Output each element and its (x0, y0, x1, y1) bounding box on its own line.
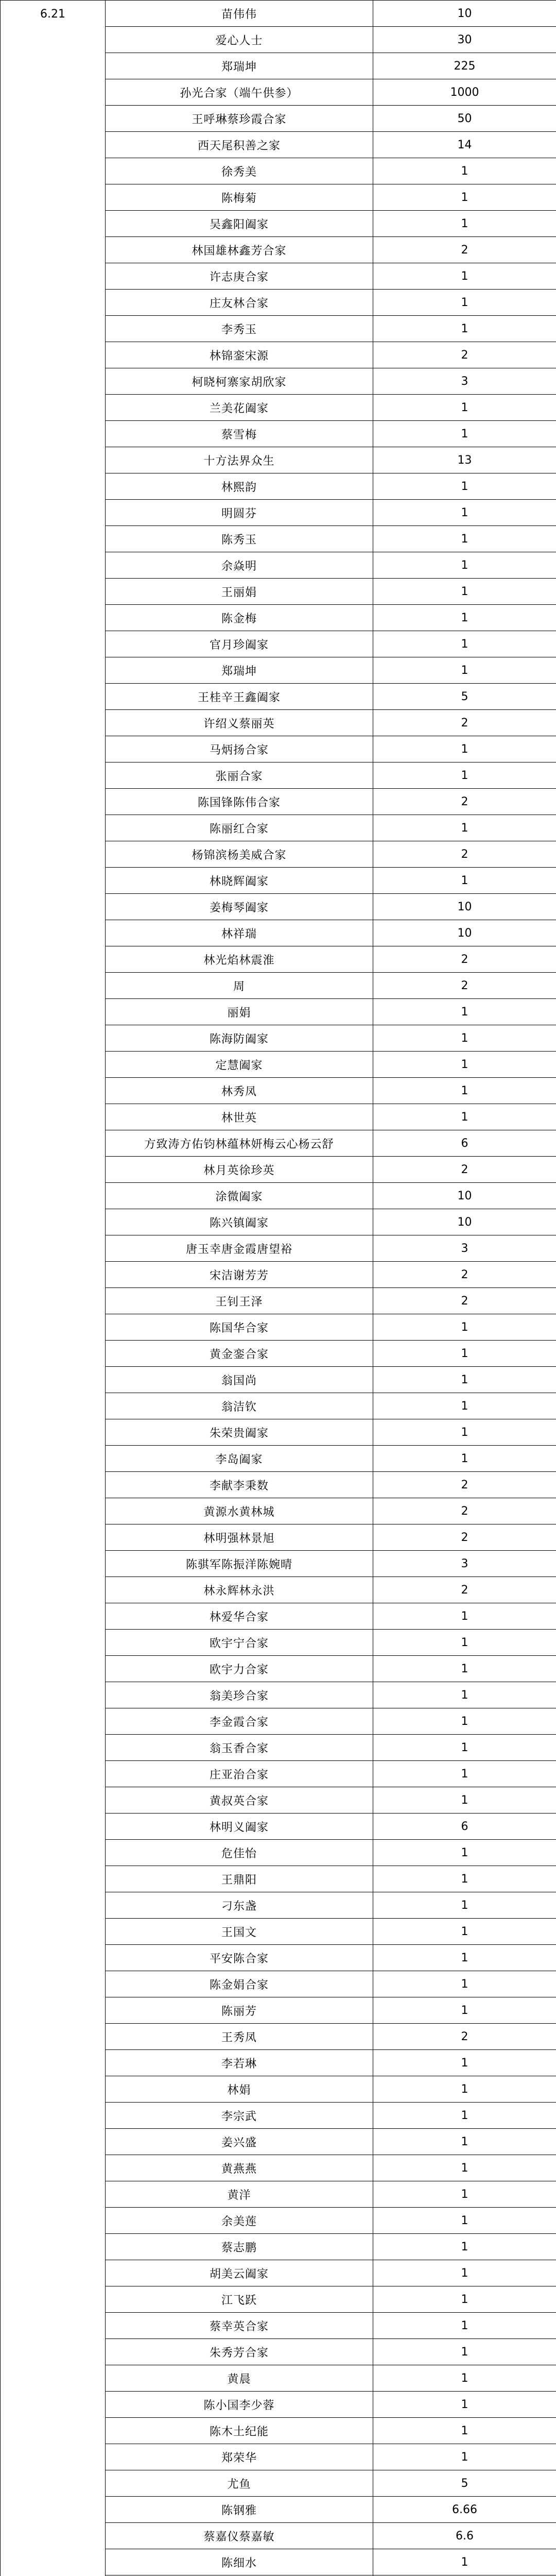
donation-amount: 6.6 (373, 2523, 556, 2549)
donation-amount: 2 (373, 2024, 556, 2050)
donor-name: 王鼎阳 (106, 1866, 373, 1892)
donation-amount: 50 (373, 106, 556, 132)
donor-name: 陈小国李少蓉 (106, 2392, 373, 2418)
donor-name: 陈钢雅 (106, 2497, 373, 2523)
donation-amount: 1 (373, 2208, 556, 2234)
donor-name: 危佳怡 (106, 1840, 373, 1866)
donor-name: 王钊王泽 (106, 1288, 373, 1314)
donor-name: 陈梅菊 (106, 184, 373, 211)
donation-amount: 1 (373, 2103, 556, 2129)
donation-amount: 1 (373, 1052, 556, 1078)
donation-amount: 1 (373, 579, 556, 605)
donation-amount: 1 (373, 552, 556, 579)
donation-amount: 1 (373, 1419, 556, 1446)
donation-amount: 1 (373, 736, 556, 762)
donor-name: 黄洋 (106, 2181, 373, 2208)
donation-amount: 1 (373, 2234, 556, 2260)
donor-name: 李宗武 (106, 2103, 373, 2129)
donor-name: 陈金梅 (106, 605, 373, 631)
donation-amount: 1 (373, 868, 556, 894)
donor-name: 兰美花阖家 (106, 395, 373, 421)
donation-amount: 1 (373, 2365, 556, 2392)
donor-name: 郑瑞坤 (106, 53, 373, 79)
donation-amount: 1 (373, 631, 556, 657)
donation-amount: 1 (373, 1656, 556, 1682)
donation-amount: 1 (373, 2129, 556, 2155)
donor-name: 庄友林合家 (106, 290, 373, 316)
donor-name: 林光焰林震淮 (106, 946, 373, 973)
donor-name: 林晓辉阖家 (106, 868, 373, 894)
donation-amount: 1 (373, 1603, 556, 1630)
donor-name: 涂微阖家 (106, 1183, 373, 1209)
donation-amount: 10 (373, 894, 556, 920)
donation-amount: 1 (373, 211, 556, 237)
donor-name: 林秀凤 (106, 1078, 373, 1104)
donation-amount: 1 (373, 1446, 556, 1472)
donation-amount: 2 (373, 342, 556, 368)
donation-amount: 1 (373, 1025, 556, 1052)
donation-amount: 1 (373, 2050, 556, 2076)
donation-amount: 1 (373, 1945, 556, 1971)
donation-amount: 1 (373, 316, 556, 342)
donor-name: 胡美云阖家 (106, 2260, 373, 2286)
donor-name: 李金霞合家 (106, 1708, 373, 1735)
donation-amount: 2 (373, 1157, 556, 1183)
donation-amount: 1 (373, 1735, 556, 1761)
donor-name: 林世英 (106, 1104, 373, 1130)
donor-name: 平安陈合家 (106, 1945, 373, 1971)
donor-name: 林月英徐珍英 (106, 1157, 373, 1183)
donor-name: 欧宇宁合家 (106, 1630, 373, 1656)
donor-name: 吴鑫阳阖家 (106, 211, 373, 237)
donation-amount: 1 (373, 184, 556, 211)
donor-name: 翁玉香合家 (106, 1735, 373, 1761)
donor-name: 林永辉林永洪 (106, 1577, 373, 1603)
donor-name: 郑荣华 (106, 2444, 373, 2470)
donor-name: 姜梅琴阖家 (106, 894, 373, 920)
donation-amount: 3 (373, 368, 556, 395)
donor-name: 李秀玉 (106, 316, 373, 342)
donation-amount: 1 (373, 657, 556, 684)
donor-name: 蔡嘉仪蔡嘉敏 (106, 2523, 373, 2549)
donation-amount: 10 (373, 1, 556, 27)
donor-name: 徐秀美 (106, 158, 373, 184)
donor-name: 尤鱼 (106, 2470, 373, 2497)
donation-amount: 1 (373, 2313, 556, 2339)
donor-name: 杨锦滨杨美威合家 (106, 841, 373, 868)
donor-name: 林爱华合家 (106, 1603, 373, 1630)
donor-name: 唐玉幸唐金霞唐望裕 (106, 1235, 373, 1262)
donation-amount: 1 (373, 1078, 556, 1104)
donation-amount: 1 (373, 762, 556, 789)
donor-name: 林明义阖家 (106, 1814, 373, 1840)
donation-amount: 2 (373, 1288, 556, 1314)
donation-amount: 1 (373, 1997, 556, 2024)
donor-name: 林国雄林鑫芳合家 (106, 237, 373, 263)
donor-name: 李岛阖家 (106, 1446, 373, 1472)
donation-amount: 1 (373, 2444, 556, 2470)
donation-amount: 2 (373, 1472, 556, 1498)
donation-amount: 10 (373, 920, 556, 946)
donor-name: 林明强林景旭 (106, 1524, 373, 1551)
donor-name: 张丽合家 (106, 762, 373, 789)
donor-name: 陈金娟合家 (106, 1971, 373, 1997)
donor-name: 陈海防阖家 (106, 1025, 373, 1052)
donation-amount: 5 (373, 2470, 556, 2497)
donation-amount: 3 (373, 1551, 556, 1577)
donation-amount: 1 (373, 2076, 556, 2103)
table-row (1, 1, 556, 27)
donation-amount: 2 (373, 789, 556, 815)
donor-name: 西天尾积善之家 (106, 132, 373, 158)
donor-name: 王桂辛王鑫阖家 (106, 684, 373, 710)
donor-name: 蔡幸英合家 (106, 2313, 373, 2339)
donor-name: 王呼琳蔡珍霞合家 (106, 106, 373, 132)
donor-name: 官月珍阖家 (106, 631, 373, 657)
donor-name: 黄晨 (106, 2365, 373, 2392)
donation-amount: 30 (373, 27, 556, 53)
donor-name: 陈秀玉 (106, 526, 373, 552)
donation-amount: 1 (373, 1787, 556, 1814)
donation-amount: 5 (373, 684, 556, 710)
donor-name: 陈丽红合家 (106, 815, 373, 841)
donor-name: 蔡志鹏 (106, 2234, 373, 2260)
donation-amount: 13 (373, 447, 556, 473)
donor-name: 许志庚合家 (106, 263, 373, 290)
donation-amount: 1 (373, 1708, 556, 1735)
donation-amount: 1000 (373, 79, 556, 106)
donation-amount: 1 (373, 473, 556, 500)
donor-name: 林熙韵 (106, 473, 373, 500)
donation-amount: 1 (373, 2392, 556, 2418)
donation-amount: 1 (373, 500, 556, 526)
donation-amount: 1 (373, 421, 556, 447)
donation-amount: 2 (373, 1262, 556, 1288)
donor-name: 朱荣贵阖家 (106, 1419, 373, 1446)
donation-amount: 6 (373, 1130, 556, 1157)
donor-name: 林锦銮宋源 (106, 342, 373, 368)
donation-amount: 1 (373, 815, 556, 841)
donation-amount: 1 (373, 1761, 556, 1787)
donation-amount: 1 (373, 1892, 556, 1919)
donor-name: 许绍义蔡丽英 (106, 710, 373, 736)
donation-amount: 2 (373, 1524, 556, 1551)
donor-name: 欧宇力合家 (106, 1656, 373, 1682)
donation-amount: 1 (373, 158, 556, 184)
donor-name: 郑瑞坤 (106, 657, 373, 684)
donation-amount: 1 (373, 605, 556, 631)
donor-name: 陈国锋陈伟合家 (106, 789, 373, 815)
donation-amount: 2 (373, 973, 556, 999)
ledger-body (1, 1, 556, 2576)
donation-amount: 1 (373, 2155, 556, 2181)
donor-name: 十方法界众生 (106, 447, 373, 473)
donor-name: 江飞跃 (106, 2286, 373, 2313)
donation-amount: 10 (373, 1209, 556, 1235)
donation-amount: 1 (373, 2549, 556, 2575)
donor-name: 陈木土纪能 (106, 2418, 373, 2444)
donation-amount: 1 (373, 290, 556, 316)
donor-name: 蔡雪梅 (106, 421, 373, 447)
donor-name: 林娟 (106, 2076, 373, 2103)
donor-name: 姜兴盛 (106, 2129, 373, 2155)
donation-amount: 3 (373, 1235, 556, 1262)
donation-amount: 2 (373, 710, 556, 736)
donation-amount: 1 (373, 395, 556, 421)
donor-name: 林祥瑞 (106, 920, 373, 946)
donation-amount: 1 (373, 999, 556, 1025)
donation-amount: 1 (373, 1919, 556, 1945)
donor-name: 柯晓柯寨家胡欣家 (106, 368, 373, 395)
donation-amount: 1 (373, 1866, 556, 1892)
donor-name: 翁洁钦 (106, 1393, 373, 1419)
donor-name: 陈丽芳 (106, 1997, 373, 2024)
donation-amount: 1 (373, 1630, 556, 1656)
donation-amount: 1 (373, 2418, 556, 2444)
donor-name: 庄亚治合家 (106, 1761, 373, 1787)
donation-amount: 2 (373, 841, 556, 868)
donation-amount: 6.66 (373, 2497, 556, 2523)
donation-amount: 2 (373, 946, 556, 973)
donor-name: 黄金銮合家 (106, 1341, 373, 1367)
donation-amount: 1 (373, 2339, 556, 2365)
donation-amount: 1 (373, 2260, 556, 2286)
donor-name: 陈细水 (106, 2549, 373, 2575)
donor-name: 陈国华合家 (106, 1314, 373, 1341)
donation-amount: 1 (373, 1971, 556, 1997)
donor-name: 爱心人士 (106, 27, 373, 53)
donation-amount: 1 (373, 1341, 556, 1367)
donation-amount: 6 (373, 1814, 556, 1840)
donor-name: 陈兴镇阖家 (106, 1209, 373, 1235)
date-cell: 6.21 (1, 1, 106, 2576)
donor-name: 余焱明 (106, 552, 373, 579)
donor-name: 王秀凤 (106, 2024, 373, 2050)
donation-amount: 10 (373, 1183, 556, 1209)
donation-amount: 2 (373, 1498, 556, 1524)
donor-name: 翁美珍合家 (106, 1682, 373, 1708)
donor-name: 明圆芬 (106, 500, 373, 526)
donor-name: 陈骐军陈振洋陈婉晴 (106, 1551, 373, 1577)
donation-amount: 2 (373, 237, 556, 263)
donor-name: 周 (106, 973, 373, 999)
donor-name: 黄源水黄林城 (106, 1498, 373, 1524)
donation-amount: 1 (373, 526, 556, 552)
donor-name: 方致涛方佑钧林蕴林妍梅云心杨云舒 (106, 1130, 373, 1157)
donation-amount: 1 (373, 1367, 556, 1393)
donor-name: 黄叔英合家 (106, 1787, 373, 1814)
donor-name: 苗伟伟 (106, 1, 373, 27)
donor-name: 李若琳 (106, 2050, 373, 2076)
donor-name: 余美莲 (106, 2208, 373, 2234)
donation-amount: 2 (373, 1577, 556, 1603)
donor-name: 王丽娟 (106, 579, 373, 605)
donation-amount: 1 (373, 1840, 556, 1866)
donor-name: 刁东盏 (106, 1892, 373, 1919)
donor-name: 王国文 (106, 1919, 373, 1945)
donor-name: 翁国尚 (106, 1367, 373, 1393)
donation-amount: 1 (373, 2286, 556, 2313)
donation-amount: 1 (373, 1104, 556, 1130)
donation-amount: 1 (373, 1393, 556, 1419)
donation-amount: 14 (373, 132, 556, 158)
donation-amount: 1 (373, 263, 556, 290)
donor-name: 定慧阖家 (106, 1052, 373, 1078)
donor-name: 马炳扬合家 (106, 736, 373, 762)
donor-name: 黄燕燕 (106, 2155, 373, 2181)
donor-name: 宋洁谢芳芳 (106, 1262, 373, 1288)
donor-name: 李献李秉数 (106, 1472, 373, 1498)
donor-name: 丽娟 (106, 999, 373, 1025)
donation-amount: 1 (373, 2181, 556, 2208)
donation-amount: 225 (373, 53, 556, 79)
donor-name: 孙光合家（端午供参） (106, 79, 373, 106)
donor-name: 朱秀芳合家 (106, 2339, 373, 2365)
donation-amount: 1 (373, 1314, 556, 1341)
donation-amount: 1 (373, 1682, 556, 1708)
